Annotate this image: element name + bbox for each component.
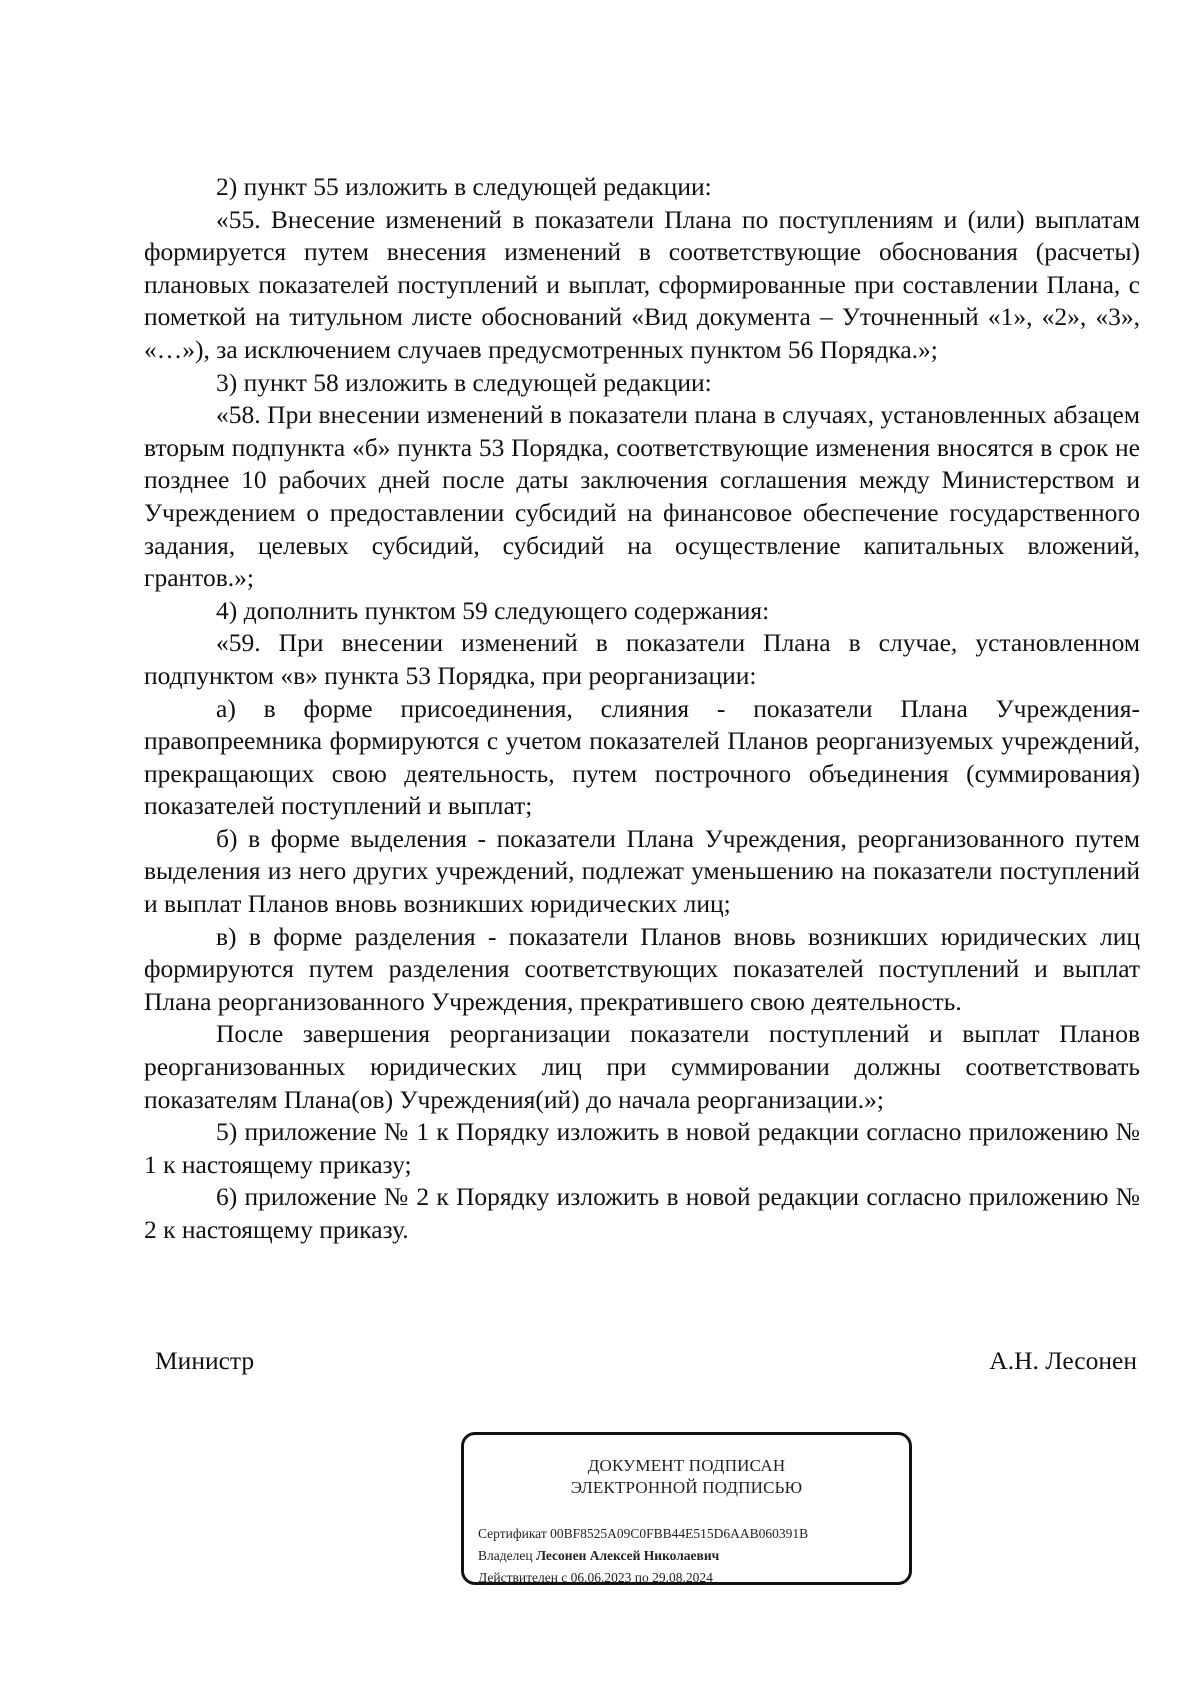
paragraph-item-6: 6) приложение № 2 к Порядку изложить в новой редакции согласно приложению № 2 к настоящему приказу. [144,1182,1140,1244]
paragraph-subitem-a: а) в форме присоединения, слияния - показатели Плана Учреждения-правопреемника формируются с учетом показателей Планов реорганизуемых учреждений, прекращающих свою деятельность, путем построчного объединения (суммирования) показателей поступлений и выплат; [144,693,1140,821]
certificate-value: 00BF8525A09C0FBB44E515D6AAB060391B [550,1526,809,1541]
paragraph-subitem-v: в) в форме разделения - показатели Планов вновь возникших юридических лиц формируются путем разделения соответствующих показателей поступлений и выплат Плана реорганизованного Учреждения, прекратившего свою деятельность. [144,921,1140,1016]
document-body [144,171,1140,1247]
stamp-header-line-2: ЭЛЕКТРОННОЙ ПОДПИСЬЮ [570,1478,803,1497]
stamp-header [464,1455,909,1499]
stamp-validity-row [478,1567,808,1589]
owner-label: Владелец [478,1548,533,1563]
stamp-header-line-1: ДОКУМЕНТ ПОДПИСАН [587,1456,786,1475]
electronic-signature-stamp [461,1432,912,1585]
stamp-details [478,1523,808,1589]
paragraph-point-58: «58. При внесении изменений в показатели плана в случаях, установленных абзацем вторым подпункта «б» пункта 53 Порядка, соответствующие изменения вносятся в срок не позднее 10 рабочих дней после даты заключения соглашения между Министерством и Учреждением о предоставлении субсидий на финансовое обеспечение государственного задания, целевых субсидий, субсидий на осуществление капитальных вложений, грантов.»; [144,400,1140,593]
paragraph-item-4: 4) дополнить пунктом 59 следующего содержания: [216,595,770,625]
paragraph-item-2: 2) пункт 55 изложить в следующей редакции: [216,172,712,201]
valid-from-label: Действителен с [478,1570,568,1585]
paragraph-after-reorganization: После завершения реорганизации показатели поступлений и выплат Планов реорганизованных юридических лиц при суммировании должны соответствовать показателям Плана(ов) Учреждения(ий) до начала реорганизации.»; [144,1019,1140,1114]
paragraph-subitem-b: б) в форме выделения - показатели Плана Учреждения, реорганизованного путем выделения из него других учреждений, подлежат уменьшению на показатели поступлений и выплат Планов вновь возникших юридических лиц; [144,823,1140,919]
stamp-owner-row [478,1545,808,1567]
paragraph-point-59: «59. При внесении изменений в показатели Плана в случае, установленном подпунктом «в» пункта 53 Порядка, при реорганизации: [144,628,1140,690]
certificate-label: Сертификат [478,1526,547,1541]
valid-from-date: 06.06.2023 [570,1570,632,1585]
paragraph-point-55: «55. Внесение изменений в показатели Плана по поступлениям и (или) выплатам формируется путем внесения изменений в соответствующие обоснования (расчеты) плановых показателей поступлений и выплат, сформированные при составлении Плана, с пометкой на титульном листе обоснований «Вид документа – Уточненный «1», «2», «3», «…»), за исключением случаев предусмотренных пунктом 56 Порядка.»; [144,204,1140,364]
signer-position: Министр [155,1346,255,1375]
paragraph-item-5: 5) приложение № 1 к Порядку изложить в новой редакции согласно приложению № 1 к настоящему приказу; [144,1117,1140,1179]
signer-name: А.Н. Лесонен [989,1346,1137,1375]
owner-value: Лесонен Алексей Николаевич [535,1548,720,1563]
stamp-certificate-row [478,1523,808,1545]
paragraph-item-3: 3) пункт 58 изложить в следующей редакции: [216,367,712,397]
valid-to-label: по [634,1570,649,1585]
valid-to-date: 29.08.2024 [652,1570,713,1585]
